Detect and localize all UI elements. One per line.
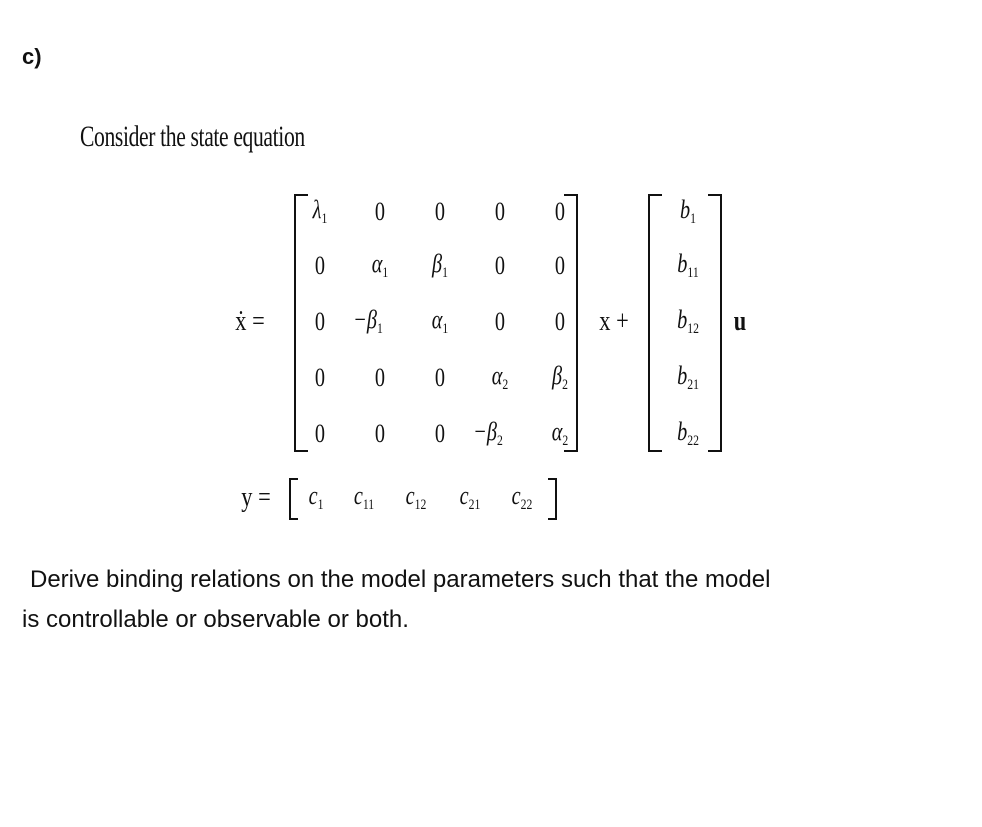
matrix-a-entry: 0 xyxy=(314,251,326,280)
part-label: c) xyxy=(22,44,42,69)
vector-b-entry: $b_1$ xyxy=(680,195,696,227)
matrix-a-entry: 0 xyxy=(314,307,326,336)
matrix-c-entry: $c_{22}$ xyxy=(511,481,533,513)
matrix-c-left-bracket xyxy=(289,478,298,520)
matrix-a-entry: $-\beta_2$ xyxy=(473,417,503,449)
matrix-a-right-bracket xyxy=(564,194,578,452)
matrix-a-entry: 0 xyxy=(374,419,386,448)
matrix-a-entry: $-\beta_1$ xyxy=(353,305,383,337)
question-text xyxy=(22,560,952,640)
xdot-lhs: ẋ = xyxy=(235,306,265,337)
matrix-a-entry: 0 xyxy=(494,197,506,226)
matrix-a-entry: 0 xyxy=(554,307,566,336)
vector-b-entry: $b_{21}$ xyxy=(677,361,699,393)
y-lhs: y = xyxy=(241,482,271,513)
matrix-a-entry: 0 xyxy=(374,363,386,392)
vector-b-entry: $b_{22}$ xyxy=(677,417,699,449)
matrix-c-entry: $c_{12}$ xyxy=(405,481,427,513)
matrix-a-entry: $\alpha_2$ xyxy=(491,361,509,393)
matrix-a-entry: 0 xyxy=(554,197,566,226)
matrix-a-entry: 0 xyxy=(554,251,566,280)
matrix-a-entry: $\alpha_2$ xyxy=(551,417,569,449)
matrix-c-entry: $c_1$ xyxy=(308,481,324,513)
vector-b-left-bracket xyxy=(648,194,662,452)
matrix-c-entry: $c_{11}$ xyxy=(353,481,375,513)
matrix-a-entry: $\alpha_1$ xyxy=(371,249,389,281)
matrix-a-entry: 0 xyxy=(374,197,386,226)
question-line-2: is controllable or observable or both. xyxy=(22,606,409,633)
matrix-a-entry: $\beta_2$ xyxy=(552,361,568,393)
x-plus: x + xyxy=(599,306,629,337)
matrix-a-entry: $\lambda_1$ xyxy=(312,195,328,227)
matrix-a-entry: $\beta_1$ xyxy=(432,249,448,281)
question-line-1: Derive binding relations on the model parameters such that the model xyxy=(30,566,771,593)
matrix-a-entry: 0 xyxy=(494,251,506,280)
matrix-c-entry: $c_{21}$ xyxy=(459,481,481,513)
matrix-a-entry: 0 xyxy=(314,363,326,392)
matrix-a-entry: 0 xyxy=(434,419,446,448)
vector-b-entry: $b_{12}$ xyxy=(677,305,699,337)
matrix-a-entry: 0 xyxy=(494,307,506,336)
input-u: u xyxy=(733,306,747,337)
matrix-a-entry: $\alpha_1$ xyxy=(431,305,449,337)
intro-text: Consider the state equation xyxy=(80,120,305,153)
matrix-a-left-bracket xyxy=(294,194,308,452)
vector-b-entry: $b_{11}$ xyxy=(677,249,699,281)
vector-b-right-bracket xyxy=(708,194,722,452)
matrix-a-entry: 0 xyxy=(434,363,446,392)
matrix-a-entry: 0 xyxy=(314,419,326,448)
matrix-a-entry: 0 xyxy=(434,197,446,226)
matrix-c-right-bracket xyxy=(548,478,557,520)
